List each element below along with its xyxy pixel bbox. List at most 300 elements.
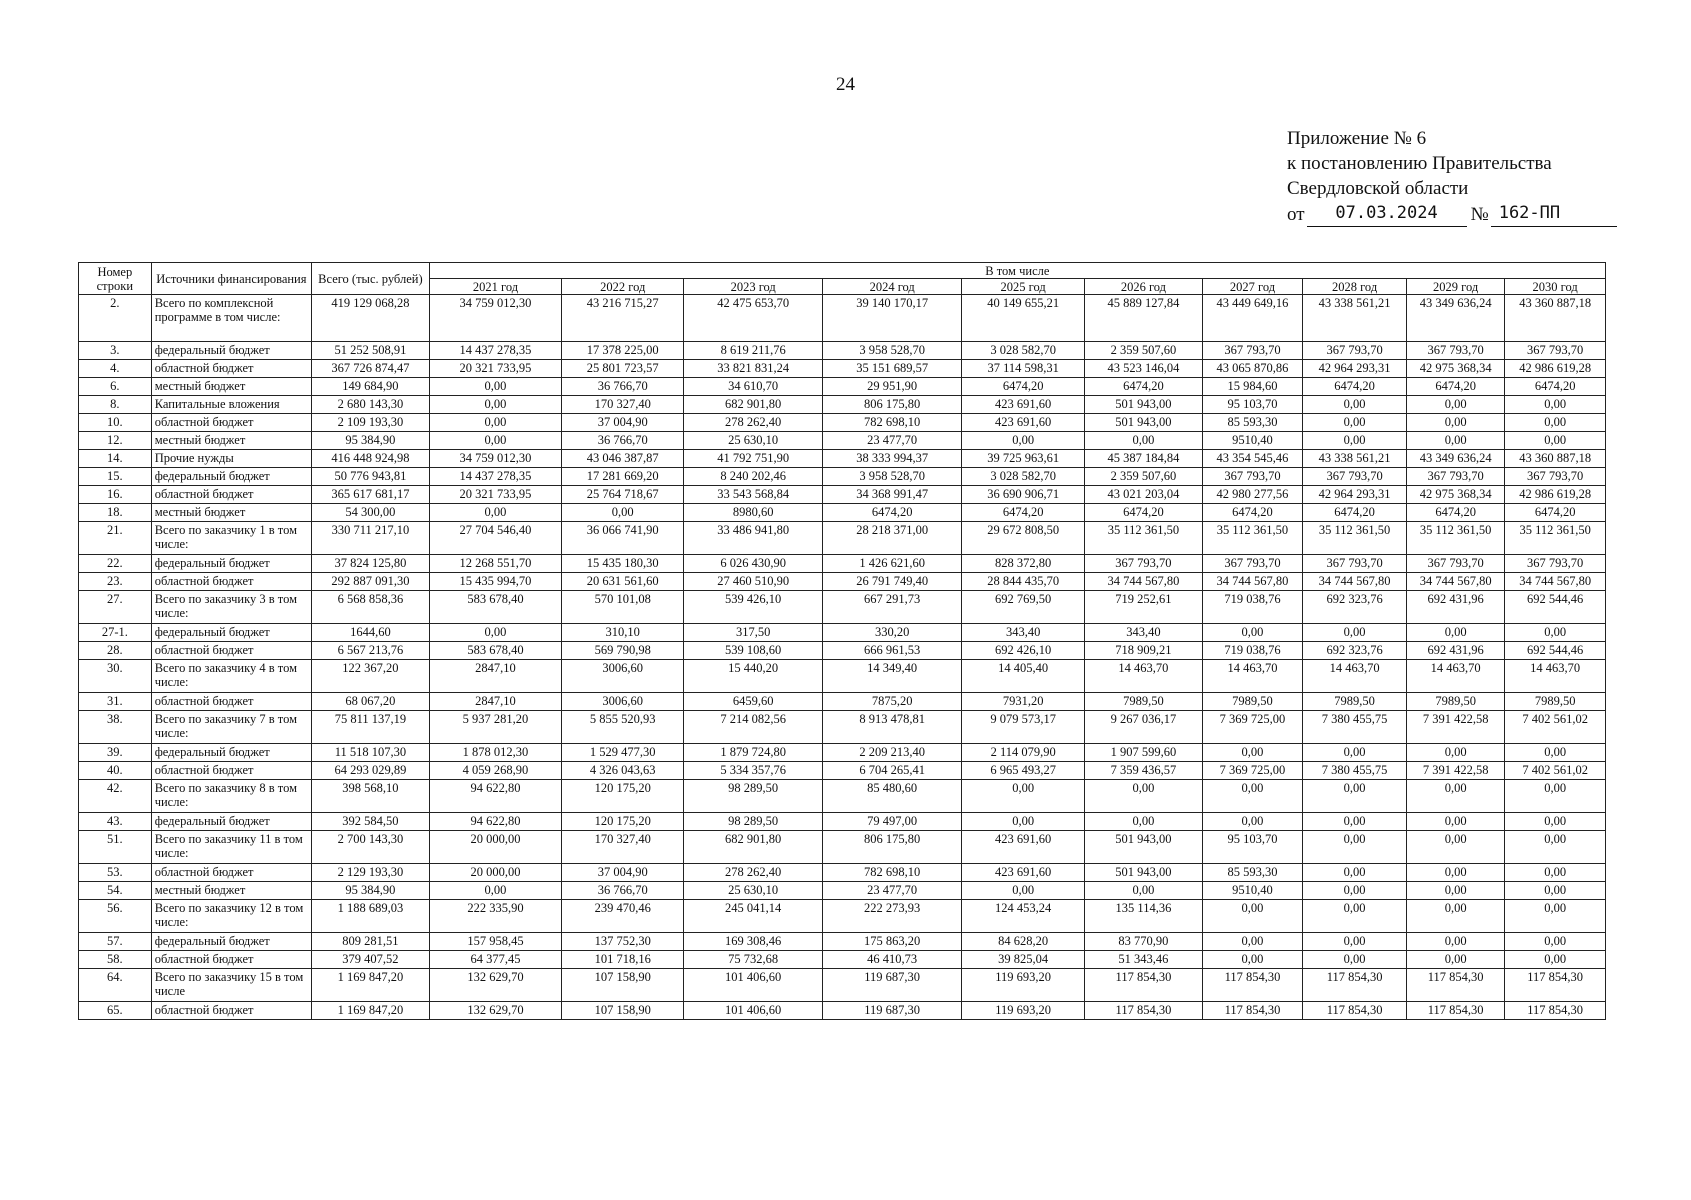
year-value-cell: 0,00 (1505, 933, 1606, 951)
year-value-cell: 692 323,76 (1303, 642, 1407, 660)
year-value-cell: 692 769,50 (962, 591, 1085, 624)
year-value-cell: 79 497,00 (823, 813, 962, 831)
year-value-cell: 7 369 725,00 (1202, 762, 1303, 780)
year-value-cell: 37 114 598,31 (962, 360, 1085, 378)
year-value-cell: 0,00 (1505, 624, 1606, 642)
source-cell: Всего по комплексной программе в том числе: (151, 295, 311, 342)
table-row (79, 969, 1606, 1002)
year-value-cell: 117 854,30 (1085, 1002, 1203, 1020)
year-value-cell: 14 405,40 (962, 660, 1085, 693)
year-value-cell: 117 854,30 (1406, 1002, 1504, 1020)
year-value-cell: 367 793,70 (1505, 555, 1606, 573)
year-value-cell: 367 793,70 (1085, 555, 1203, 573)
year-value-cell: 0,00 (429, 504, 562, 522)
year-value-cell: 42 964 293,31 (1303, 360, 1407, 378)
year-value-cell: 98 289,50 (684, 780, 823, 813)
year-value-cell: 0,00 (1406, 780, 1504, 813)
year-value-cell: 6 965 493,27 (962, 762, 1085, 780)
year-value-cell: 0,00 (1406, 396, 1504, 414)
year-value-cell: 43 338 561,21 (1303, 450, 1407, 468)
total-cell: 75 811 137,19 (312, 711, 430, 744)
year-value-cell: 34 759 012,30 (429, 450, 562, 468)
year-value-cell: 0,00 (1202, 900, 1303, 933)
source-cell: федеральный бюджет (151, 555, 311, 573)
source-cell: Всего по заказчику 4 в том числе: (151, 660, 311, 693)
header-year: 2030 год (1505, 279, 1606, 295)
year-value-cell: 43 449 649,16 (1202, 295, 1303, 342)
table-row (79, 642, 1606, 660)
year-value-cell: 15 435 994,70 (429, 573, 562, 591)
year-value-cell: 34 610,70 (684, 378, 823, 396)
table-row (79, 486, 1606, 504)
year-value-cell: 583 678,40 (429, 591, 562, 624)
total-cell: 1 188 689,03 (312, 900, 430, 933)
year-value-cell: 117 854,30 (1505, 969, 1606, 1002)
year-value-cell: 39 140 170,17 (823, 295, 962, 342)
total-cell: 398 568,10 (312, 780, 430, 813)
row-number-cell: 3. (79, 342, 152, 360)
appendix-header (1287, 126, 1677, 227)
total-cell: 6 568 858,36 (312, 591, 430, 624)
year-value-cell: 15 435 180,30 (562, 555, 684, 573)
financing-table (78, 262, 1606, 1020)
year-value-cell: 6474,20 (1085, 504, 1203, 522)
table-row (79, 711, 1606, 744)
year-value-cell: 101 406,60 (684, 969, 823, 1002)
year-value-cell: 43 360 887,18 (1505, 295, 1606, 342)
year-value-cell: 7989,50 (1202, 693, 1303, 711)
year-value-cell: 6474,20 (1202, 504, 1303, 522)
year-value-cell: 6474,20 (1303, 378, 1407, 396)
year-value-cell: 119 687,30 (823, 969, 962, 1002)
year-value-cell: 120 175,20 (562, 780, 684, 813)
appendix-region: Свердловской области (1287, 178, 1469, 199)
year-value-cell: 17 378 225,00 (562, 342, 684, 360)
year-value-cell: 117 854,30 (1202, 1002, 1303, 1020)
source-cell: федеральный бюджет (151, 813, 311, 831)
year-value-cell: 0,00 (1406, 900, 1504, 933)
year-value-cell: 692 426,10 (962, 642, 1085, 660)
source-cell: Всего по заказчику 7 в том числе: (151, 711, 311, 744)
year-value-cell: 39 825,04 (962, 951, 1085, 969)
year-value-cell: 0,00 (1303, 813, 1407, 831)
year-value-cell: 367 793,70 (1202, 555, 1303, 573)
year-value-cell: 42 980 277,56 (1202, 486, 1303, 504)
row-number-cell: 14. (79, 450, 152, 468)
year-value-cell: 8980,60 (684, 504, 823, 522)
year-value-cell: 692 544,46 (1505, 591, 1606, 624)
table-row (79, 762, 1606, 780)
year-value-cell: 583 678,40 (429, 642, 562, 660)
row-number-cell: 8. (79, 396, 152, 414)
year-value-cell: 5 937 281,20 (429, 711, 562, 744)
year-value-cell: 2847,10 (429, 660, 562, 693)
year-value-cell: 40 149 655,21 (962, 295, 1085, 342)
year-value-cell: 222 273,93 (823, 900, 962, 933)
year-value-cell: 0,00 (1303, 432, 1407, 450)
year-value-cell: 117 854,30 (1406, 969, 1504, 1002)
year-value-cell: 6474,20 (1505, 504, 1606, 522)
year-value-cell: 6474,20 (962, 378, 1085, 396)
header-year: 2025 год (962, 279, 1085, 295)
row-number-cell: 10. (79, 414, 152, 432)
header-year: 2022 год (562, 279, 684, 295)
year-value-cell: 8 913 478,81 (823, 711, 962, 744)
year-value-cell: 1 879 724,80 (684, 744, 823, 762)
table-row (79, 744, 1606, 762)
year-value-cell: 0,00 (1505, 780, 1606, 813)
year-value-cell: 36 766,70 (562, 378, 684, 396)
year-value-cell: 7989,50 (1406, 693, 1504, 711)
year-value-cell: 85 593,30 (1202, 864, 1303, 882)
year-value-cell: 367 793,70 (1303, 468, 1407, 486)
table-row (79, 1002, 1606, 1020)
year-value-cell: 0,00 (1406, 882, 1504, 900)
year-value-cell: 0,00 (1406, 624, 1504, 642)
year-value-cell: 343,40 (962, 624, 1085, 642)
table-row (79, 813, 1606, 831)
year-value-cell: 20 000,00 (429, 831, 562, 864)
year-value-cell: 0,00 (1303, 780, 1407, 813)
year-value-cell: 2 114 079,90 (962, 744, 1085, 762)
year-value-cell: 45 387 184,84 (1085, 450, 1203, 468)
year-value-cell: 7 359 436,57 (1085, 762, 1203, 780)
year-value-cell: 14 349,40 (823, 660, 962, 693)
year-value-cell: 0,00 (1303, 414, 1407, 432)
year-value-cell: 0,00 (1505, 951, 1606, 969)
year-value-cell: 33 821 831,24 (684, 360, 823, 378)
source-cell: Прочие нужды (151, 450, 311, 468)
year-value-cell: 41 792 751,90 (684, 450, 823, 468)
year-value-cell: 43 046 387,87 (562, 450, 684, 468)
year-value-cell: 782 698,10 (823, 864, 962, 882)
header-year: 2027 год (1202, 279, 1303, 295)
year-value-cell: 9 267 036,17 (1085, 711, 1203, 744)
year-value-cell: 6474,20 (962, 504, 1085, 522)
year-value-cell: 6474,20 (1303, 504, 1407, 522)
table-row (79, 660, 1606, 693)
year-value-cell: 0,00 (1303, 951, 1407, 969)
year-value-cell: 367 793,70 (1202, 468, 1303, 486)
year-value-cell: 0,00 (1406, 933, 1504, 951)
year-value-cell: 20 321 733,95 (429, 360, 562, 378)
year-value-cell: 6474,20 (1406, 504, 1504, 522)
total-cell: 54 300,00 (312, 504, 430, 522)
year-value-cell: 367 793,70 (1303, 555, 1407, 573)
year-value-cell: 34 744 567,80 (1505, 573, 1606, 591)
year-value-cell: 0,00 (1406, 951, 1504, 969)
year-value-cell: 423 691,60 (962, 396, 1085, 414)
total-cell: 292 887 091,30 (312, 573, 430, 591)
year-value-cell: 6 026 430,90 (684, 555, 823, 573)
year-value-cell: 107 158,90 (562, 969, 684, 1002)
year-value-cell: 2 209 213,40 (823, 744, 962, 762)
total-cell: 2 680 143,30 (312, 396, 430, 414)
year-value-cell: 169 308,46 (684, 933, 823, 951)
year-value-cell: 85 480,60 (823, 780, 962, 813)
year-value-cell: 1 529 477,30 (562, 744, 684, 762)
year-value-cell: 43 338 561,21 (1303, 295, 1407, 342)
total-cell: 2 129 193,30 (312, 864, 430, 882)
year-value-cell: 806 175,80 (823, 831, 962, 864)
year-value-cell: 7 214 082,56 (684, 711, 823, 744)
table-body (79, 295, 1606, 1020)
year-value-cell: 0,00 (429, 432, 562, 450)
year-value-cell: 51 343,46 (1085, 951, 1203, 969)
source-cell: областной бюджет (151, 762, 311, 780)
year-value-cell: 0,00 (1202, 951, 1303, 969)
year-value-cell: 132 629,70 (429, 969, 562, 1002)
year-value-cell: 0,00 (1202, 624, 1303, 642)
year-value-cell: 14 437 278,35 (429, 468, 562, 486)
year-value-cell: 0,00 (1505, 432, 1606, 450)
year-value-cell: 4 059 268,90 (429, 762, 562, 780)
year-value-cell: 120 175,20 (562, 813, 684, 831)
year-value-cell: 35 112 361,50 (1202, 522, 1303, 555)
year-value-cell: 0,00 (1303, 831, 1407, 864)
year-value-cell: 38 333 994,37 (823, 450, 962, 468)
year-value-cell: 25 764 718,67 (562, 486, 684, 504)
year-value-cell: 501 943,00 (1085, 831, 1203, 864)
year-value-cell: 367 793,70 (1505, 468, 1606, 486)
year-value-cell: 666 961,53 (823, 642, 962, 660)
year-value-cell: 43 065 870,86 (1202, 360, 1303, 378)
year-value-cell: 26 791 749,40 (823, 573, 962, 591)
year-value-cell: 0,00 (1505, 831, 1606, 864)
header-year: 2021 год (429, 279, 562, 295)
year-value-cell: 501 943,00 (1085, 414, 1203, 432)
row-number-cell: 18. (79, 504, 152, 522)
year-value-cell: 0,00 (429, 378, 562, 396)
year-value-cell: 119 693,20 (962, 969, 1085, 1002)
year-value-cell: 94 622,80 (429, 813, 562, 831)
year-value-cell: 0,00 (1303, 624, 1407, 642)
year-value-cell: 6474,20 (1085, 378, 1203, 396)
year-value-cell: 5 334 357,76 (684, 762, 823, 780)
year-value-cell: 98 289,50 (684, 813, 823, 831)
year-value-cell: 7875,20 (823, 693, 962, 711)
table-row (79, 900, 1606, 933)
year-value-cell: 33 543 568,84 (684, 486, 823, 504)
year-value-cell: 94 622,80 (429, 780, 562, 813)
year-value-cell: 36 066 741,90 (562, 522, 684, 555)
year-value-cell: 27 704 546,40 (429, 522, 562, 555)
header-year: 2029 год (1406, 279, 1504, 295)
year-value-cell: 85 593,30 (1202, 414, 1303, 432)
year-value-cell: 8 619 211,76 (684, 342, 823, 360)
year-value-cell: 3006,60 (562, 693, 684, 711)
source-cell: Всего по заказчику 12 в том числе: (151, 900, 311, 933)
header-year: 2026 год (1085, 279, 1203, 295)
year-value-cell: 43 216 715,27 (562, 295, 684, 342)
year-value-cell: 0,00 (429, 396, 562, 414)
year-value-cell: 0,00 (962, 882, 1085, 900)
year-value-cell: 278 262,40 (684, 864, 823, 882)
year-value-cell: 0,00 (1505, 414, 1606, 432)
source-cell: Всего по заказчику 15 в том числе (151, 969, 311, 1002)
year-value-cell: 0,00 (1406, 432, 1504, 450)
year-value-cell: 35 112 361,50 (1406, 522, 1504, 555)
source-cell: Всего по заказчику 3 в том числе: (151, 591, 311, 624)
source-cell: областной бюджет (151, 864, 311, 882)
total-cell: 416 448 924,98 (312, 450, 430, 468)
year-value-cell: 0,00 (1085, 813, 1203, 831)
year-value-cell: 7989,50 (1303, 693, 1407, 711)
year-value-cell: 6474,20 (1406, 378, 1504, 396)
row-number-cell: 38. (79, 711, 152, 744)
source-cell: областной бюджет (151, 573, 311, 591)
year-value-cell: 0,00 (1406, 813, 1504, 831)
row-number-cell: 12. (79, 432, 152, 450)
year-value-cell: 117 854,30 (1085, 969, 1203, 1002)
year-value-cell: 34 744 567,80 (1406, 573, 1504, 591)
year-value-cell: 0,00 (429, 624, 562, 642)
table-row (79, 780, 1606, 813)
year-value-cell: 423 691,60 (962, 864, 1085, 882)
year-value-cell: 719 252,61 (1085, 591, 1203, 624)
year-value-cell: 43 021 203,04 (1085, 486, 1203, 504)
year-value-cell: 42 964 293,31 (1303, 486, 1407, 504)
source-cell: местный бюджет (151, 504, 311, 522)
year-value-cell: 0,00 (1303, 933, 1407, 951)
year-value-cell: 135 114,36 (1085, 900, 1203, 933)
year-value-cell: 239 470,46 (562, 900, 684, 933)
year-value-cell: 367 793,70 (1202, 342, 1303, 360)
year-value-cell: 0,00 (1406, 414, 1504, 432)
year-value-cell: 137 752,30 (562, 933, 684, 951)
year-value-cell: 46 410,73 (823, 951, 962, 969)
year-value-cell: 222 335,90 (429, 900, 562, 933)
year-value-cell: 0,00 (429, 414, 562, 432)
year-value-cell: 35 112 361,50 (1303, 522, 1407, 555)
total-cell: 2 700 143,30 (312, 831, 430, 864)
table-row (79, 624, 1606, 642)
table-row (79, 882, 1606, 900)
year-value-cell: 170 327,40 (562, 831, 684, 864)
row-number-cell: 65. (79, 1002, 152, 1020)
source-cell: федеральный бюджет (151, 744, 311, 762)
year-value-cell: 806 175,80 (823, 396, 962, 414)
year-value-cell: 7 402 561,02 (1505, 711, 1606, 744)
table-row (79, 468, 1606, 486)
year-value-cell: 0,00 (1202, 933, 1303, 951)
year-value-cell: 36 766,70 (562, 432, 684, 450)
year-value-cell: 20 000,00 (429, 864, 562, 882)
year-value-cell: 7989,50 (1085, 693, 1203, 711)
year-value-cell: 25 801 723,57 (562, 360, 684, 378)
row-number-cell: 23. (79, 573, 152, 591)
year-value-cell: 12 268 551,70 (429, 555, 562, 573)
year-value-cell: 0,00 (1303, 882, 1407, 900)
source-cell: областной бюджет (151, 951, 311, 969)
year-value-cell: 34 368 991,47 (823, 486, 962, 504)
row-number-cell: 43. (79, 813, 152, 831)
year-value-cell: 0,00 (1505, 744, 1606, 762)
year-value-cell: 170 327,40 (562, 396, 684, 414)
year-value-cell: 569 790,98 (562, 642, 684, 660)
year-value-cell: 15 440,20 (684, 660, 823, 693)
year-value-cell: 0,00 (1085, 882, 1203, 900)
row-number-cell: 6. (79, 378, 152, 396)
year-value-cell: 28 844 435,70 (962, 573, 1085, 591)
row-number-cell: 27. (79, 591, 152, 624)
year-value-cell: 828 372,80 (962, 555, 1085, 573)
year-value-cell: 0,00 (962, 432, 1085, 450)
year-value-cell: 34 759 012,30 (429, 295, 562, 342)
year-value-cell: 7989,50 (1505, 693, 1606, 711)
year-value-cell: 39 725 963,61 (962, 450, 1085, 468)
year-value-cell: 3006,60 (562, 660, 684, 693)
source-cell: местный бюджет (151, 882, 311, 900)
year-value-cell: 14 463,70 (1505, 660, 1606, 693)
year-value-cell: 6 704 265,41 (823, 762, 962, 780)
year-value-cell: 367 793,70 (1505, 342, 1606, 360)
row-number-cell: 28. (79, 642, 152, 660)
year-value-cell: 3 028 582,70 (962, 468, 1085, 486)
table-row (79, 573, 1606, 591)
source-cell: местный бюджет (151, 432, 311, 450)
year-value-cell: 14 463,70 (1303, 660, 1407, 693)
year-value-cell: 43 354 545,46 (1202, 450, 1303, 468)
year-value-cell: 317,50 (684, 624, 823, 642)
row-number-cell: 22. (79, 555, 152, 573)
year-value-cell: 719 038,76 (1202, 591, 1303, 624)
table-row (79, 342, 1606, 360)
source-cell: федеральный бюджет (151, 624, 311, 642)
year-value-cell: 0,00 (1505, 813, 1606, 831)
source-cell: областной бюджет (151, 360, 311, 378)
year-value-cell: 20 321 733,95 (429, 486, 562, 504)
year-value-cell: 6459,60 (684, 693, 823, 711)
row-number-cell: 54. (79, 882, 152, 900)
resolution-number: 162-ПП (1491, 201, 1617, 227)
appendix-date-number (1287, 201, 1677, 227)
year-value-cell: 539 108,60 (684, 642, 823, 660)
year-value-cell: 14 463,70 (1085, 660, 1203, 693)
row-number-cell: 42. (79, 780, 152, 813)
source-cell: федеральный бюджет (151, 468, 311, 486)
year-value-cell: 15 984,60 (1202, 378, 1303, 396)
total-cell: 1 169 847,20 (312, 1002, 430, 1020)
year-value-cell: 682 901,80 (684, 831, 823, 864)
row-number-cell: 30. (79, 660, 152, 693)
year-value-cell: 23 477,70 (823, 882, 962, 900)
table-row (79, 933, 1606, 951)
year-value-cell: 1 907 599,60 (1085, 744, 1203, 762)
year-value-cell: 124 453,24 (962, 900, 1085, 933)
year-value-cell: 83 770,90 (1085, 933, 1203, 951)
year-value-cell: 1 426 621,60 (823, 555, 962, 573)
row-number-cell: 39. (79, 744, 152, 762)
total-cell: 50 776 943,81 (312, 468, 430, 486)
total-cell: 64 293 029,89 (312, 762, 430, 780)
year-value-cell: 245 041,14 (684, 900, 823, 933)
year-value-cell: 43 349 636,24 (1406, 450, 1504, 468)
source-cell: Всего по заказчику 8 в том числе: (151, 780, 311, 813)
year-value-cell: 367 793,70 (1406, 468, 1504, 486)
year-value-cell: 682 901,80 (684, 396, 823, 414)
year-value-cell: 27 460 510,90 (684, 573, 823, 591)
table-row (79, 591, 1606, 624)
header-including: В том числе (429, 263, 1605, 279)
year-value-cell: 367 793,70 (1406, 555, 1504, 573)
year-value-cell: 95 103,70 (1202, 831, 1303, 864)
total-cell: 1 169 847,20 (312, 969, 430, 1002)
year-value-cell: 343,40 (1085, 624, 1203, 642)
year-value-cell: 42 986 619,28 (1505, 360, 1606, 378)
year-value-cell: 0,00 (1202, 813, 1303, 831)
row-number-cell: 51. (79, 831, 152, 864)
